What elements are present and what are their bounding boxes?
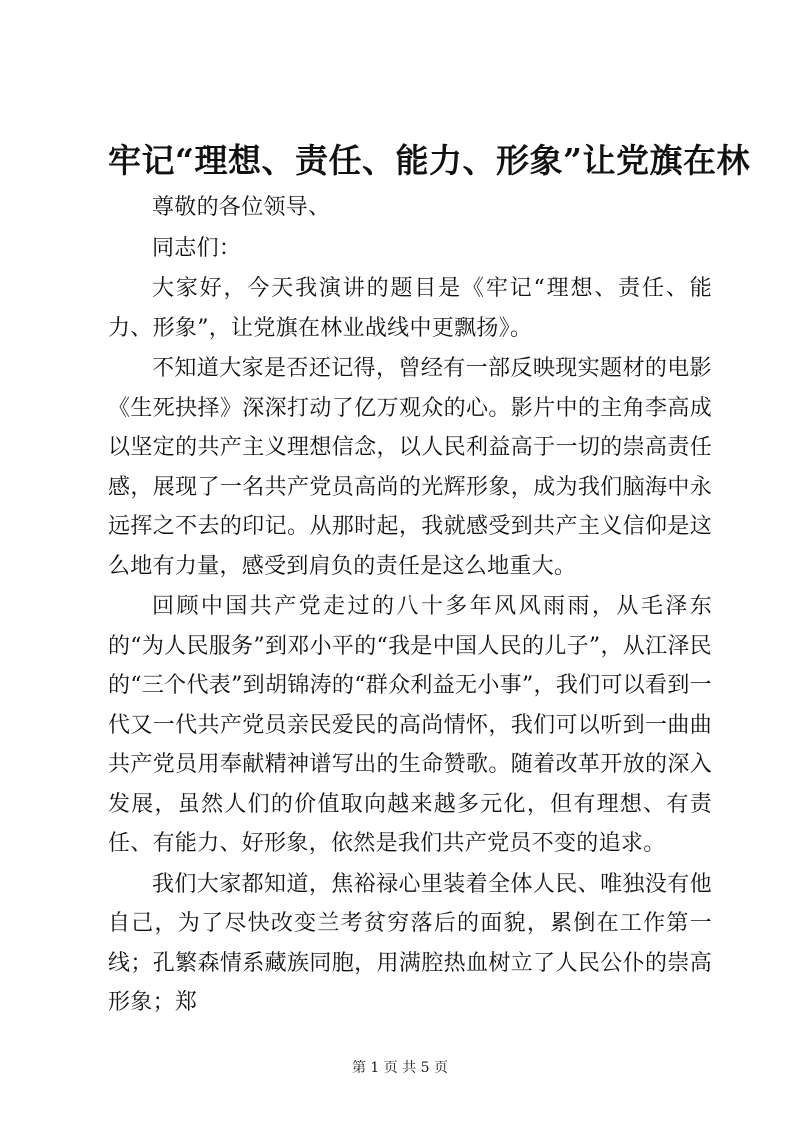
document-title: 牢记“理想、责任、能力、形象”让党旗在林 bbox=[108, 141, 750, 180]
body-paragraph: 回顾中国共产党走过的八十多年风风雨雨，从毛泽东的“为人民服务”到邓小平的“我是中国人民的儿子”，从江泽民的“三个代表”到胡锦涛的“群众利益无小事”，我们可以看到一代又一代共产党员亲民爱民的高尚情怀，我们可以听到一曲曲共产党员用奉献精神谱写出的生命赞歌。随着改革开放的深入发展，虽然人们的价值取向越来越多元化，但有理想、有责任、有能力、好形象，依然是我们共产党员不变的追求。 bbox=[108, 594, 712, 856]
page-footer bbox=[0, 1057, 800, 1077]
salutation-line: 同志们： bbox=[152, 235, 242, 261]
body-paragraph: 我们大家都知道，焦裕禄心里装着全体人民、唯独没有他自己，为了尽快改变兰考贫穷落后的面貌，累倒在工作第一线；孔繁森情系藏族同胞，用满腔热血树立了人民公仆的崇高形象；郑 bbox=[108, 871, 712, 1015]
body-paragraph: 不知道大家是否还记得，曾经有一部反映现实题材的电影《生死抉择》深深打动了亿万观众的心。影片中的主角李高成以坚定的共产主义理想信念，以人民利益高于一切的崇高责任感，展现了一名共产党员高尚的光辉形象，成为我们脑海中永远挥之不去的印记。从那时起，我就感受到共产主义信仰是这么地有力量，感受到肩负的责任是这么地重大。 bbox=[108, 356, 712, 579]
salutation-line: 尊敬的各位领导、 bbox=[152, 195, 331, 220]
body-paragraph: 大家好，今天我演讲的题目是《牢记“理想、责任、能力、形象”，让党旗在林业战线中更飘扬》。 bbox=[108, 276, 712, 341]
document-body bbox=[108, 188, 712, 1024]
page-number-label: 第 1 页 共 5 页 bbox=[351, 1060, 449, 1076]
